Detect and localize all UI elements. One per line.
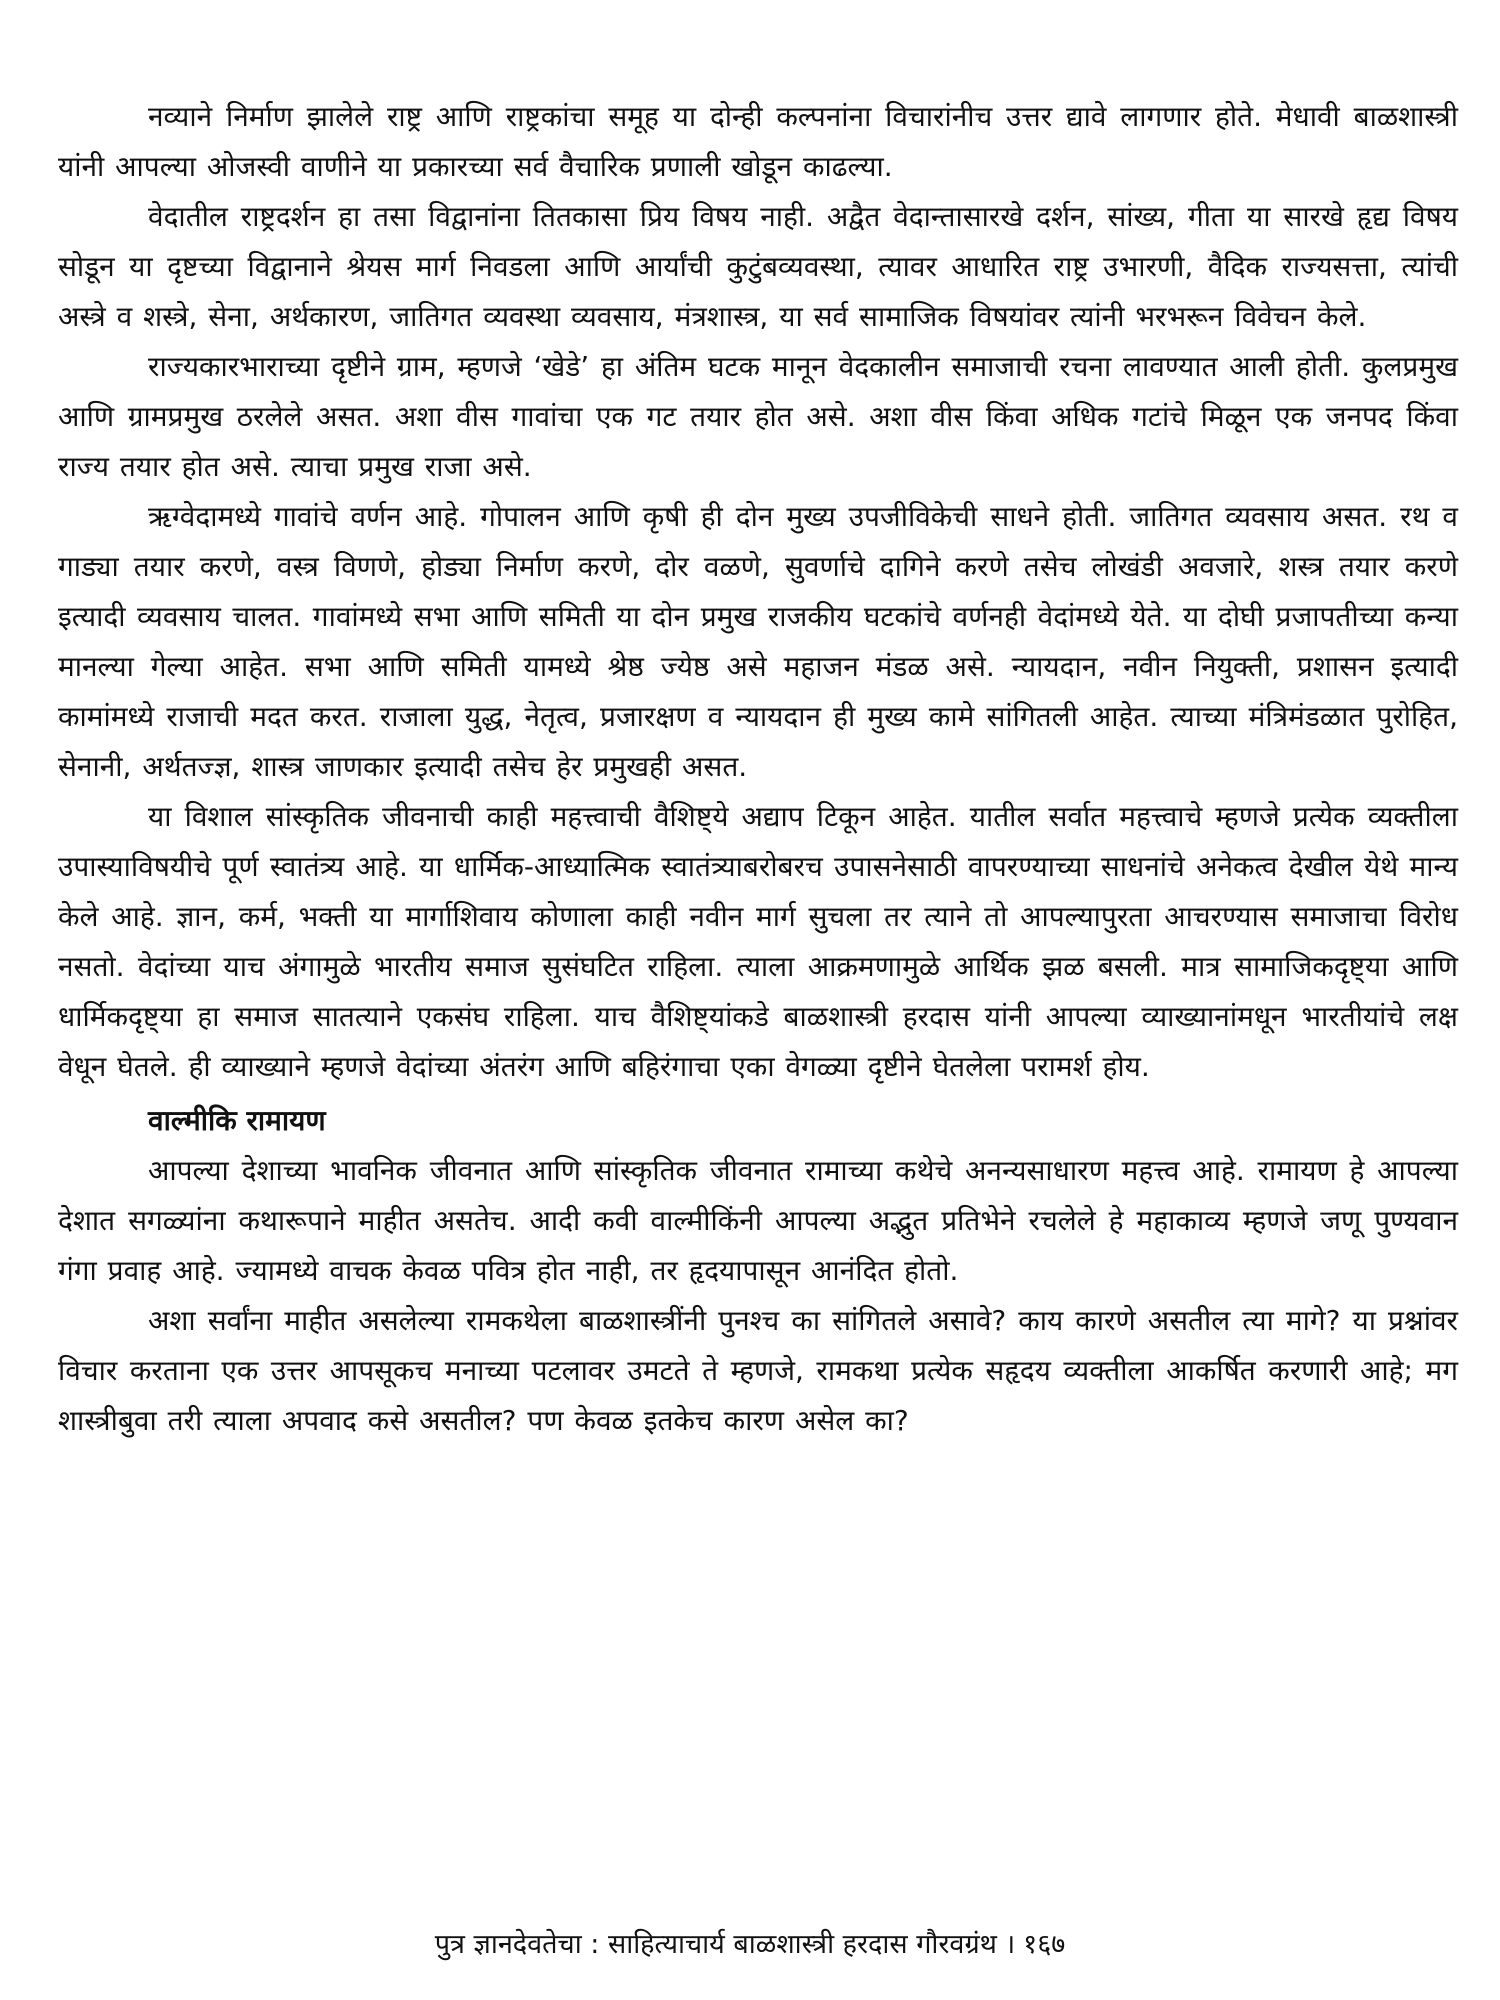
paragraph-5: या विशाल सांस्कृतिक जीवनाची काही महत्त्वाची वैशिष्ट्ये अद्याप टिकून आहेत. यातील सर्वात महत्त्वाचे म्हणजे प्रत्येक व्यक्तीला उपास्याविषयीचे पूर्ण स्वातंत्र्य आहे. या धार्मिक-आध्यात्मिक स्वातंत्र्याबरोबरच उपासनेसाठी वापरण्याच्या साधनांचे अनेकत्व देखील येथे मान्य केले आहे. ज्ञान, कर्म, भक्ती या मार्गाशिवाय कोणाला काही नवीन मार्ग सुचला तर त्याने तो आपल्यापुरता आचरण्यास समाजाचा विरोध नसतो. वेदांच्या याच अंगामुळे भारतीय समाज सुसंघटित राहिला. त्याला आक्रमणामुळे आर्थिक झळ बसली. मात्र सामाजिकदृष्ट्या आणि धार्मिकदृष्ट्या हा समाज सातत्याने एकसंघ राहिला. याच वैशिष्ट्यांकडे बाळशास्त्री हरदास यांनी आपल्या व्याख्यानांमधून भारतीयांचे लक्ष वेधून घेतले. ही व्याख्याने म्हणजे वेदांच्या अंतरंग आणि बहिरंगाचा एका वेगळ्या दृष्टीने घेतलेला परामर्श होय. xyxy=(58,800,1458,1083)
footer-book-title: पुत्र ज्ञानदेवतेचा : साहित्याचार्य बाळशास्त्री हरदास गौरवग्रंथ xyxy=(434,1929,997,1960)
paragraph-4: ऋग्वेदामध्ये गावांचे वर्णन आहे. गोपालन आणि कृषी ही दोन मुख्य उपजीविकेची साधने होती. जातिगत व्यवसाय असत. रथ व गाड्या तयार करणे, वस्त्र विणणे, होड्या निर्माण करणे, दोर वळणे, सुवर्णाचे दागिने करणे तसेच लोखंडी अवजारे, शस्त्र तयार करणे इत्यादी व्यवसाय चालत. गावांमध्ये सभा आणि समिती या दोन प्रमुख राजकीय घटकांचे वर्णनही वेदांमध्ये येते. या दोघी प्रजापतीच्या कन्या मानल्या गेल्या आहेत. सभा आणि समिती यामध्ये श्रेष्ठ ज्येष्ठ असे महाजन मंडळ असे. न्यायदान, नवीन नियुक्ती, प्रशासन इत्यादी कामांमध्ये राजाची मदत करत. राजाला युद्ध, नेतृत्व, प्रजारक्षण व न्यायदान ही मुख्य कामे सांगितली आहेत. त्याच्या मंत्रिमंडळात पुरोहित, सेनानी, अर्थतज्ज्ञ, शास्त्र जाणकार इत्यादी तसेच हेर प्रमुखही असत. xyxy=(58,500,1458,783)
paragraph-2: वेदातील राष्ट्रदर्शन हा तसा विद्वानांना तितकासा प्रिय विषय नाही. अद्वैत वेदान्तासारखे दर्शन, सांख्य, गीता या सारखे हृद्य विषय सोडून या दृष्टच्या विद्वानाने श्रेयस मार्ग निवडला आणि आर्यांची कुटुंबव्यवस्था, त्यावर आधारित राष्ट्र उभारणी, वैदिक राज्यसत्ता, त्यांची अस्त्रे व शस्त्रे, सेना, अर्थकारण, जातिगत व्यवस्था व्यवसाय, मंत्रशास्त्र, या सर्व सामाजिक विषयांवर त्यांनी भरभरून विवेचन केले. xyxy=(58,200,1458,333)
paragraph-3: राज्यकारभाराच्या दृष्टीने ग्राम, म्हणजे ‘खेडे’ हा अंतिम घटक मानून वेदकालीन समाजाची रचना लावण्यात आली होती. कुलप्रमुख आणि ग्रामप्रमुख ठरलेले असत. अशा वीस गावांचा एक गट तयार होत असे. अशा वीस किंवा अधिक गटांचे मिळून एक जनपद किंवा राज्य तयार होत असे. त्याचा प्रमुख राजा असे. xyxy=(58,350,1458,483)
page-footer xyxy=(0,1925,1500,1965)
paragraph-6: आपल्या देशाच्या भावनिक जीवनात आणि सांस्कृतिक जीवनात रामाच्या कथेचे अनन्यसाधारण महत्त्व आहे. रामायण हे आपल्या देशात सगळ्यांना कथारूपाने माहीत असतेच. आदी कवी वाल्मीकिंनी आपल्या अद्भुत प्रतिभेने रचलेले हे महाकाव्य म्हणजे जणू पुण्यवान गंगा प्रवाह आहे. ज्यामध्ये वाचक केवळ पवित्र होत नाही, तर हृदयापासून आनंदित होतो. xyxy=(58,1154,1458,1287)
section-heading: वाल्मीकि रामायण xyxy=(148,1104,326,1137)
page-number: १६७ xyxy=(1023,1929,1066,1960)
footer-separator: । xyxy=(1004,1929,1016,1960)
paragraph-7: अशा सर्वांना माहीत असलेल्या रामकथेला बाळशास्त्रींनी पुनश्च का सांगितले असावे? काय कारणे असतील त्या मागे? या प्रश्नांवर विचार करताना एक उत्तर आपसूकच मनाच्या पटलावर उमटते ते म्हणजे, रामकथा प्रत्येक सहृदय व्यक्तीला आकर्षित करणारी आहे; मग शास्त्रीबुवा तरी त्याला अपवाद कसे असतील? पण केवळ इतकेच कारण असेल का? xyxy=(58,1304,1458,1437)
paragraph-1: नव्याने निर्माण झालेले राष्ट्र आणि राष्ट्रकांचा समूह या दोन्ही कल्पनांना विचारांनीच उत्तर द्यावे लागणार होते. मेधावी बाळशास्त्री यांनी आपल्या ओजस्वी वाणीने या प्रकारच्या सर्व वैचारिक प्रणाली खोडून काढल्या. xyxy=(58,100,1458,183)
page-content xyxy=(58,92,1458,1446)
